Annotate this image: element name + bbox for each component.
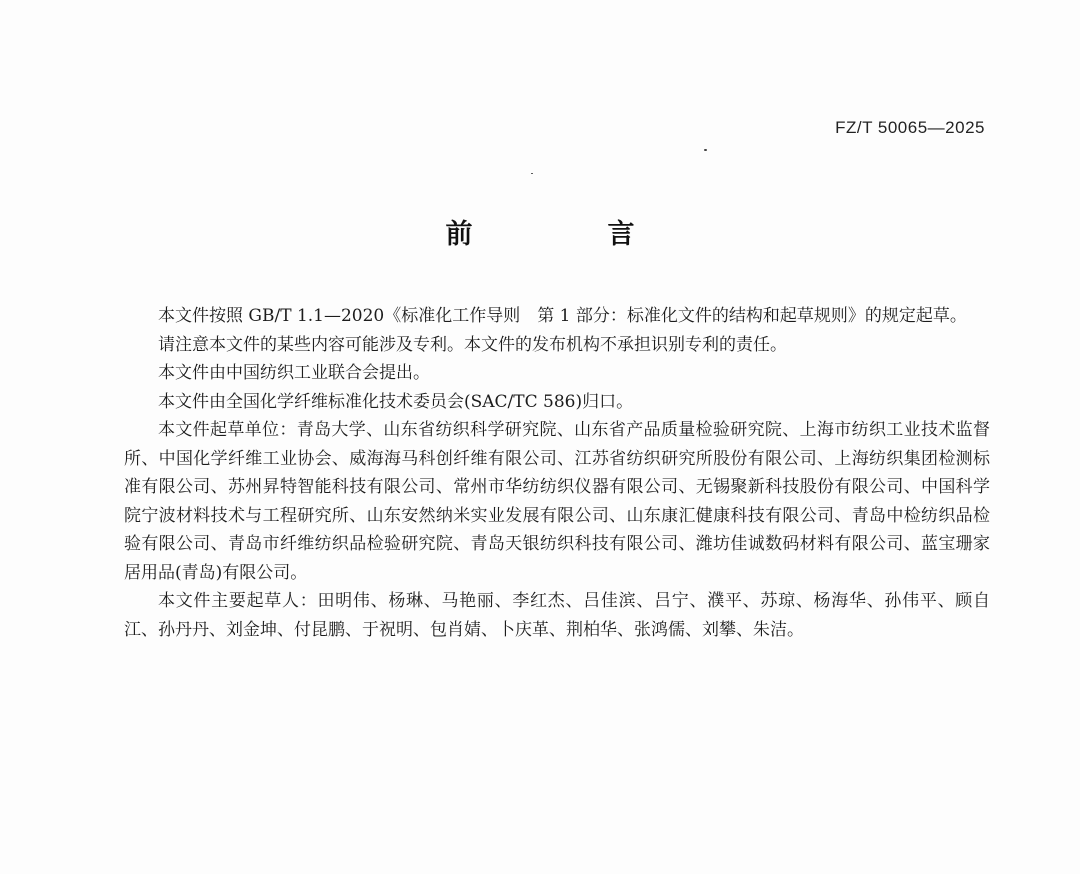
paragraph-proposed-by: 本文件由中国纺织工业联合会提出。: [158, 363, 430, 383]
scan-speck: [704, 149, 707, 151]
paragraph-patent-notice: 请注意本文件的某些内容可能涉及专利。本文件的发布机构不承担识别专利的责任。: [158, 334, 787, 355]
scan-speck: [531, 173, 533, 174]
paragraph-drafting-organizations: 本文件起草单位：青岛大学、山东省纺织科学研究院、山东省产品质量检验研究院、上海市纺织工业技术监督所、中国化学纤维工业协会、威海海马科创纤维有限公司、江苏省纺织研究所股份有限公司、上海纺织集团检测标准有限公司、苏州昇特智能科技有限公司、常州市华纺纺织仪器有限公司、无锡聚新科技股份有限公司、中国科学院宁波材料技术与工程研究所、山东安然纳米实业发展有限公司、山东康汇健康科技有限公司、青岛中检纺织品检验有限公司、青岛市纤维纺织品检验研究院、青岛天银纺织科技有限公司、潍坊佳诚数码材料有限公司、蓝宝珊家居用品(青岛)有限公司。: [124, 420, 990, 583]
page-title: 前 言: [445, 219, 689, 250]
paragraph-main-drafters: 本文件主要起草人：田明伟、杨琳、马艳丽、李红杰、吕佳滨、吕宁、濮平、苏琼、杨海华、孙伟平、顾自江、孙丹丹、刘金坤、付昆鹏、于祝明、包肖婧、卜庆革、荆柏华、张鸿儒、刘攀、朱洁。: [124, 591, 990, 640]
standard-number: FZ/T 50065—2025: [835, 118, 985, 137]
foreword-body: [124, 302, 990, 644]
paragraph-under-jurisdiction: 本文件由全国化学纤维标准化技术委员会(SAC/TC 586)归口。: [158, 391, 634, 412]
paragraph-drafting-rules: 本文件按照 GB/T 1.1—2020《标准化工作导则 第 1 部分：标准化文件的结构和起草规则》的规定起草。: [158, 306, 967, 326]
